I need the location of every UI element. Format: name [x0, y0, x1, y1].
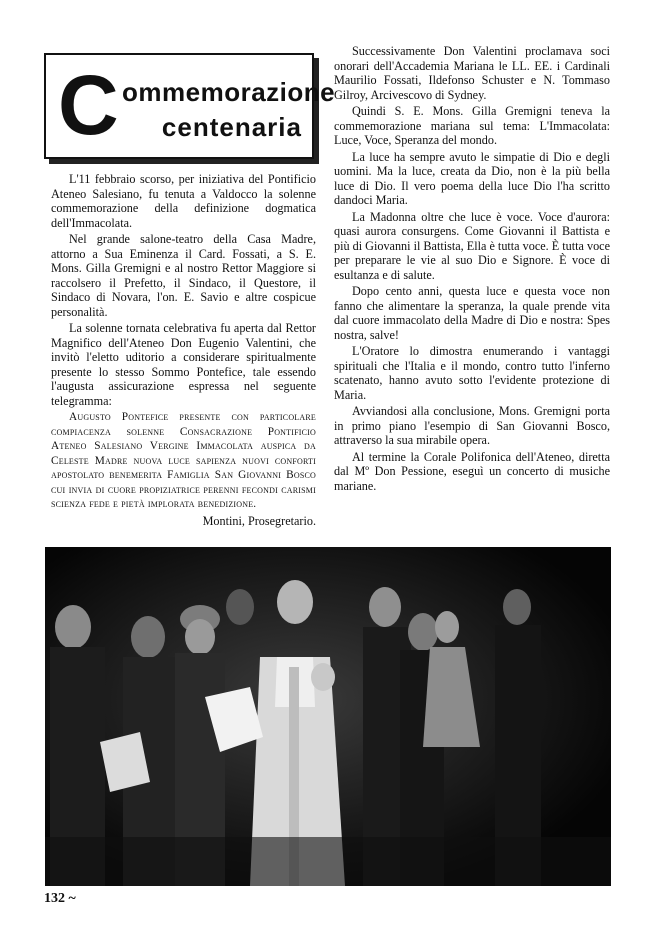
paragraph: La Madonna oltre che luce è voce. Voce d'aurora: quasi aurora consurgens. Come Giovanni il Battista e più di Giovanni il Battista, Ella è tutta voce. È tutta voce per preparare le vie al suo Dio e Signore. È voce di esultanza e di salute.: [334, 209, 610, 282]
telegram-signature: Montini, Prosegretario.: [202, 513, 316, 528]
paragraph: Quindi S. E. Mons. Gilla Gremigni teneva la commemorazione mariana sul tema: L'Immacolata: Luce, Voce, Speranza del mondo.: [334, 104, 610, 147]
paragraph: La solenne tornata celebrativa fu aperta dal Rettor Magnifico dell'Ateneo Don Eugenio Valentini, che invitò l'eletto uditorio a considerare spiritualmente presente lo stesso Sommo Pontefice, tale essendo l'augusta assicurazione espressa nel seguente telegramma:: [51, 321, 316, 408]
paragraph: Avviandosi alla conclusione, Mons. Gremigni porta in primo piano l'esempio di San Giovanni Bosco, attraverso la sua mirabile opera.: [334, 404, 610, 447]
telegram-text: Augusto Pontefice presente con particolare compiacenza solenne Consacrazione Pontificio Ateneo Salesiano Vergine Immacolata auspica da Celeste Madre nuova luce sapienza nuovi conforti apostolato benemerita Famiglia San Giovanni Bosco cui invia di cuore propiziatrice perenni fecondi carismi scienza fede e pietà implorata benedizione.: [51, 411, 316, 510]
paragraph: L'Oratore lo dimostra enumerando i vantaggi spirituali che l'Italia e il mondo, contro tutto l'inferno scatenato, hanno avuto sotto l'evidente protezione di Maria.: [334, 344, 610, 402]
page-number: 132 ~: [44, 891, 76, 906]
title-line-2: centenaria: [161, 112, 302, 142]
paragraph: Nel grande salone-teatro della Casa Madre, attorno a Sua Eminenza il Card. Fossati, a S. E. Mons. Gilla Gremigni e al nostro Rettor Maggiore si raccolsero il Prefetto, il Sindaco, il Questore, il Sindaco di Novara, l'on. E. Savio e altre cospicue personalità.: [51, 232, 316, 319]
paragraph: Al termine la Corale Polifonica dell'Ateneo, diretta dal Mº Don Pessione, eseguì un concerto di musiche mariane.: [334, 449, 610, 493]
article-title-box: [44, 53, 336, 159]
title-line-1: ommemorazione: [122, 77, 336, 107]
right-column: [334, 44, 610, 495]
ceremony-photo: [45, 547, 611, 886]
paragraph: Successivamente Don Valentini proclamava soci onorari dell'Accademia Mariana le LL. EE. i Cardinali Maurilio Fossati, Ildefonso Schuster e N. Tommaso Gilroy, Arcivescovo di Sydney.: [334, 44, 610, 102]
title-initial: C: [58, 58, 119, 152]
paragraph: Dopo cento anni, questa luce e questa voce non fanno che alimentare la speranza, la quale prende vita dal cuore immacolato della Madre di Dio e nostra: Spes nostra, salve!: [334, 284, 610, 342]
ceremony-photo-graphic: [45, 547, 611, 886]
left-column: [51, 172, 316, 528]
paragraph: L'11 febbraio scorso, per iniziativa del Pontificio Ateneo Salesiano, fu tenuta a Valdocco la solenne commemorazione della definizione dogmatica dell'Immacolata.: [51, 172, 316, 230]
paragraph: La luce ha sempre avuto le simpatie di Dio e degli uomini. Ma la luce, creata da Dio, non è la più bella luce di Dio. Il vero poema della luce Dio l'ha scritto dandoci Maria.: [334, 149, 610, 207]
